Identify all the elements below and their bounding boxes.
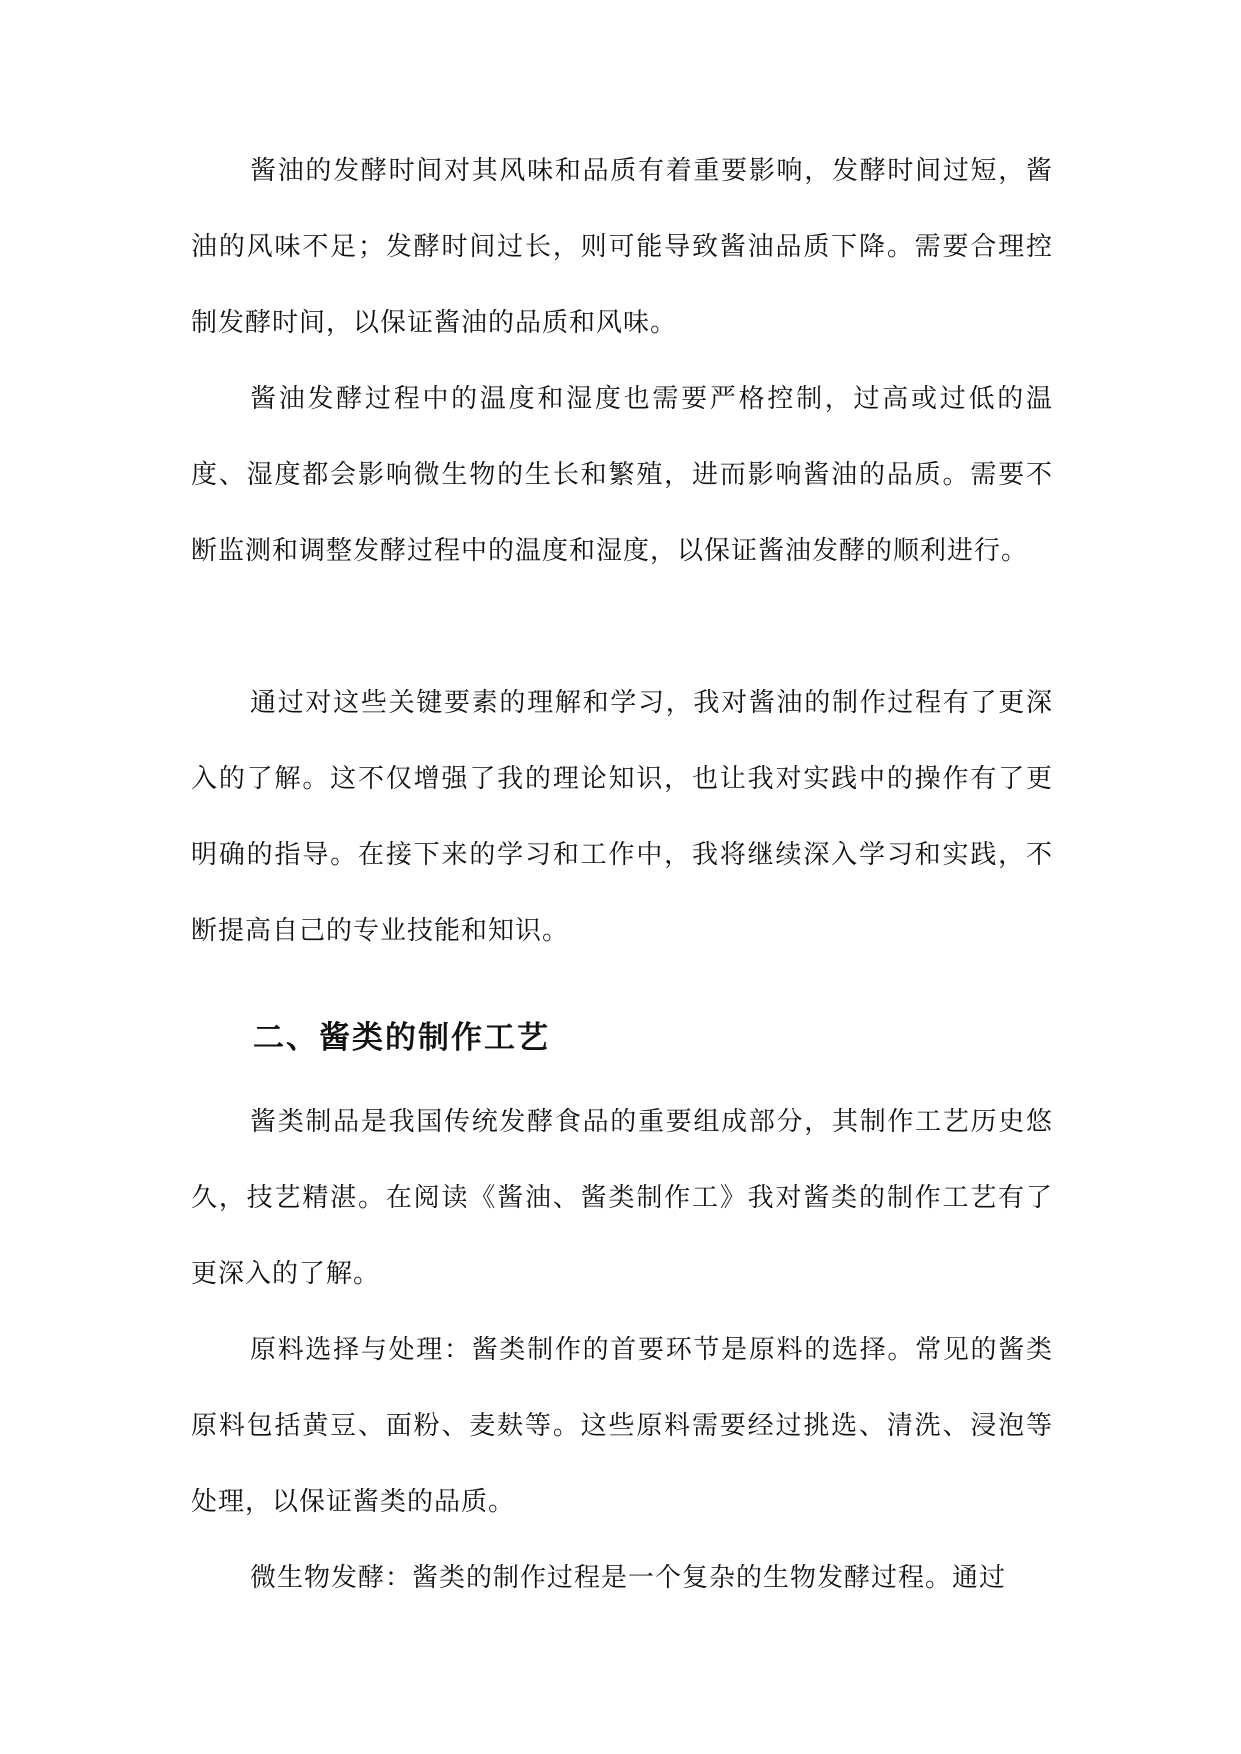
paragraph-temperature-humidity: 酱油发酵过程中的温度和湿度也需要严格控制，过高或过低的温度、湿度都会影响微生物的生长和繁殖，进而影响酱油的品质。需要不断监测和调整发酵过程中的温度和湿度，以保证酱油发酵的顺利进行。 bbox=[191, 384, 1053, 566]
paragraph-sauce-intro: 酱类制品是我国传统发酵食品的重要组成部分，其制作工艺历史悠久，技艺精湛。在阅读《酱油、酱类制作工》我对酱类的制作工艺有了更深入的了解。 bbox=[191, 1107, 1053, 1289]
paragraph-learning-summary: 通过对这些关键要素的理解和学习，我对酱油的制作过程有了更深入的了解。这不仅增强了我的理论知识，也让我对实践中的操作有了更明确的指导。在接下来的学习和工作中，我将继续深入学习和实践，不断提高自己的专业技能和知识。 bbox=[191, 688, 1053, 946]
section-heading: 二、酱类的制作工艺 bbox=[253, 1020, 550, 1056]
paragraph-raw-materials: 原料选择与处理：酱类制作的首要环节是原料的选择。常见的酱类原料包括黄豆、面粉、麦麸等。这些原料需要经过挑选、清洗、浸泡等处理，以保证酱类的品质。 bbox=[191, 1335, 1053, 1517]
paragraph-fermentation-time: 酱油的发酵时间对其风味和品质有着重要影响，发酵时间过短，酱油的风味不足；发酵时间过长，则可能导致酱油品质下降。需要合理控制发酵时间，以保证酱油的品质和风味。 bbox=[191, 156, 1053, 338]
paragraph-microbial-fermentation: 微生物发酵：酱类的制作过程是一个复杂的生物发酵过程。通过 bbox=[250, 1563, 1007, 1593]
